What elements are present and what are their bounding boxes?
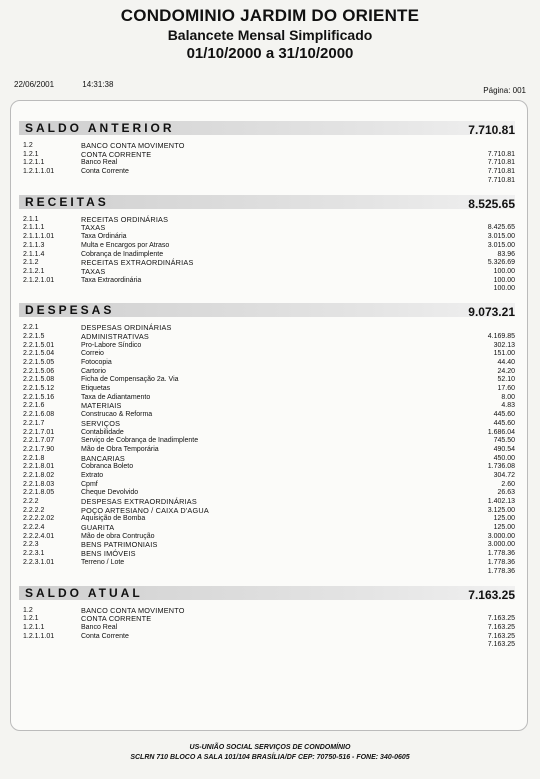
account-value: 4.169.85: [487, 332, 515, 340]
account-value: 7.163.25: [487, 632, 515, 640]
account-row: [19, 606, 515, 615]
account-value: 100.00: [493, 276, 515, 284]
account-code: 1.2.1.1: [23, 623, 45, 631]
account-code: 2.2.1.8.02: [23, 471, 55, 479]
section-end-total-row: [19, 284, 515, 293]
account-description: Taxa Extraordinária: [81, 276, 142, 284]
account-description: Multa e Encargos por Atraso: [81, 241, 170, 249]
section-total: 9.073.21: [468, 305, 515, 320]
account-description: DESPESAS ORDINÁRIAS: [81, 323, 172, 333]
account-description: Cpmf: [81, 480, 98, 488]
account-description: Banco Real: [81, 159, 118, 167]
account-code: 2.2.1.7.01: [23, 428, 55, 436]
account-description: GUARITA: [81, 523, 115, 533]
account-description: Mão de obra Contrução: [81, 532, 155, 540]
account-code: 2.2.1.5.04: [23, 350, 55, 358]
account-description: RECEITAS EXTRAORDINÁRIAS: [81, 258, 194, 268]
account-row: [19, 250, 515, 259]
account-value: 3.015.00: [487, 233, 515, 241]
account-code: 2.2.1.5.08: [23, 376, 55, 384]
account-value: 7.710.81: [487, 168, 515, 176]
account-row: [19, 215, 515, 224]
section-title: DESPESAS: [25, 303, 115, 318]
section-receitas: [19, 195, 515, 294]
account-description: Extrato: [81, 471, 104, 479]
account-description: Aquisição de Bomba: [81, 515, 146, 523]
account-code: 1.2.1: [23, 615, 39, 623]
account-code: 2.1.1.1.01: [23, 233, 55, 241]
account-code: 2.1.1.1: [23, 224, 45, 232]
footer-address: SCLRN 710 BLOCO A SALA 101/104 BRASÍLIA/DF CEP: 70750-516 - FONE: 340-0605: [130, 754, 410, 761]
account-code: 2.1.1.3: [23, 241, 45, 249]
account-code: 1.2.1.1.01: [23, 632, 55, 640]
section-title: SALDO ATUAL: [25, 585, 143, 600]
account-code: 1.2: [23, 142, 33, 149]
account-code: 2.2.1: [23, 324, 39, 332]
account-value: 26.63: [497, 489, 515, 497]
account-description: POÇO ARTESIANO / CAIXA D'AGUA: [81, 505, 209, 515]
account-code: 1.2.1.1.01: [23, 168, 55, 176]
account-description: Ficha de Compensação 2a. Via: [81, 376, 179, 384]
account-description: Serviço de Cobrança de Inadimplente: [81, 437, 199, 445]
account-value: 7.710.81: [487, 150, 515, 158]
account-row: [19, 523, 515, 532]
section-end-total: 7.163.25: [487, 641, 515, 649]
account-value: 3.000.00: [487, 541, 515, 549]
account-description: Mão de Obra Temporária: [81, 445, 159, 453]
account-row: [19, 358, 515, 367]
account-row: [19, 497, 515, 506]
account-row: [19, 558, 515, 567]
section-end-total: 1.778.36: [487, 567, 515, 575]
report-subtitle: Balancete Mensal Simplificado: [167, 27, 373, 43]
account-value: 302.13: [493, 341, 515, 349]
footer-company: US-UNIÃO SOCIAL SERVIÇOS DE CONDOMÍNIO: [189, 744, 351, 751]
account-code: 2.2.2.2.02: [23, 515, 55, 523]
account-code: 2.2.3.1: [23, 550, 45, 558]
account-value: 3.015.00: [487, 241, 515, 249]
account-description: Cobranca Boleto: [81, 463, 134, 471]
print-date: 22/06/2001: [14, 80, 55, 89]
account-value: 44.40: [497, 359, 515, 366]
account-value: 450.00: [493, 454, 515, 462]
account-row: [19, 375, 515, 384]
account-code: 2.2.3: [23, 541, 39, 549]
account-description: TAXAS: [81, 223, 106, 233]
section-total: 7.163.25: [468, 587, 515, 602]
account-value: 1.778.36: [487, 550, 515, 558]
account-description: BANCO CONTA MOVIMENTO: [81, 141, 185, 150]
account-value: 100.00: [493, 267, 515, 275]
account-value: 1.736.08: [487, 463, 515, 471]
account-row: [19, 549, 515, 558]
section-header-bar: [19, 586, 515, 600]
account-value: 24.20: [497, 367, 515, 375]
section-end-total: 7.710.81: [487, 176, 515, 184]
account-code: 2.1.2.1: [23, 267, 45, 275]
account-description: MATERIAIS: [81, 401, 122, 411]
account-code: 2.2.1.5: [23, 332, 45, 340]
account-row: [19, 471, 515, 480]
print-time: 14:31:38: [82, 80, 114, 89]
account-value: 1.402.13: [487, 498, 515, 505]
account-description: BANCO CONTA MOVIMENTO: [81, 605, 185, 615]
account-row: [19, 506, 515, 515]
section-total: 7.710.81: [468, 123, 515, 137]
section-despesas: [19, 303, 515, 575]
account-description: Construcao & Reforma: [81, 411, 153, 419]
account-row: [19, 158, 515, 167]
account-row: [19, 436, 515, 445]
account-description: Conta Corrente: [81, 168, 129, 176]
account-row: [19, 393, 515, 402]
account-code: 1.2: [23, 606, 33, 614]
balance-content: [19, 121, 515, 659]
section-end-total-row: [19, 640, 515, 649]
account-description: CONTA CORRENTE: [81, 149, 152, 159]
account-code: 2.1.1.4: [23, 250, 45, 258]
account-description: Banco Real: [81, 623, 118, 631]
account-row: [19, 480, 515, 489]
account-value: 745.50: [493, 437, 515, 445]
account-value: 4.83: [501, 402, 515, 410]
account-code: 2.2.1.8: [23, 454, 45, 462]
section-title: RECEITAS: [25, 194, 109, 209]
account-code: 2.2.1.5.16: [23, 393, 55, 401]
account-row: [19, 232, 515, 241]
account-value: 7.163.25: [487, 623, 515, 631]
account-value: 125.00: [493, 524, 515, 532]
account-code: 1.2.1.1: [23, 159, 45, 167]
account-row: [19, 349, 515, 358]
report-footer: [0, 743, 540, 763]
account-description: Taxa Ordinária: [81, 233, 127, 241]
account-description: DESPESAS EXTRAORDINÁRIAS: [81, 497, 197, 506]
account-description: SERVIÇOS: [81, 418, 121, 428]
account-value: 2.60: [501, 480, 515, 488]
account-description: Cobrança de Inadimplente: [81, 250, 164, 258]
section-end-total: 100.00: [493, 285, 515, 293]
account-value: 445.60: [493, 419, 515, 427]
account-row: [19, 514, 515, 523]
account-row: [19, 462, 515, 471]
account-row: [19, 241, 515, 250]
section-header-bar: [19, 303, 515, 320]
report-period: 01/10/2000 a 31/10/2000: [186, 45, 354, 62]
account-description: Correio: [81, 350, 104, 358]
account-value: 3.000.00: [487, 532, 515, 540]
account-description: Pro-Labore Síndico: [81, 341, 142, 349]
account-row: [19, 632, 515, 641]
account-row: [19, 419, 515, 428]
account-code: 2.2.2.2: [23, 506, 45, 514]
page-number: Página: 001: [483, 86, 526, 95]
account-code: 2.2.1.8.01: [23, 463, 55, 471]
account-code: 2.2.1.7.90: [23, 445, 55, 453]
account-row: [19, 223, 515, 232]
account-row: [19, 488, 515, 497]
account-row: [19, 532, 515, 541]
account-code: 2.1.1: [23, 215, 39, 223]
account-value: 3.125.00: [487, 506, 515, 514]
section-total: 8.525.65: [468, 196, 515, 211]
account-description: Conta Corrente: [81, 632, 129, 640]
account-value: 125.00: [493, 515, 515, 523]
account-code: 2.2.1.6: [23, 402, 45, 410]
account-row: [19, 384, 515, 393]
account-code: 1.2.1: [23, 150, 39, 158]
account-row: [19, 614, 515, 623]
account-value: 1.686.04: [487, 428, 515, 436]
account-description: CONTA CORRENTE: [81, 614, 152, 624]
account-code: 2.2.1.5.05: [23, 359, 55, 366]
account-description: ADMINISTRATIVAS: [81, 331, 150, 341]
account-value: 8.00: [501, 393, 515, 401]
page-number-box: [483, 86, 526, 95]
account-code: 2.2.1.8.03: [23, 480, 55, 488]
account-value: 52.10: [497, 376, 515, 384]
account-value: 7.163.25: [487, 615, 515, 623]
account-code: 2.2.1.8.05: [23, 489, 55, 497]
account-row: [19, 540, 515, 549]
account-row: [19, 454, 515, 463]
section-saldo-anterior: [19, 121, 515, 185]
account-row: [19, 141, 515, 150]
account-row: [19, 401, 515, 410]
account-value: 5.326.69: [487, 259, 515, 267]
account-description: BENS PATRIMONIAIS: [81, 540, 158, 550]
account-row: [19, 323, 515, 332]
account-description: Etiquetas: [81, 385, 111, 393]
account-row: [19, 276, 515, 285]
account-description: Cartorio: [81, 367, 106, 375]
account-row: [19, 341, 515, 350]
account-code: 2.2.2.4.01: [23, 532, 55, 540]
account-value: 490.54: [493, 445, 515, 453]
account-code: 2.2.1.5.06: [23, 367, 55, 375]
account-row: [19, 150, 515, 159]
account-row: [19, 258, 515, 267]
account-row: [19, 332, 515, 341]
account-code: 2.1.2: [23, 259, 39, 267]
account-description: Contabilidade: [81, 428, 124, 436]
account-description: TAXAS: [81, 266, 106, 276]
account-value: 83.96: [497, 250, 515, 258]
account-code: 2.2.2: [23, 498, 39, 505]
account-code: 2.2.1.7: [23, 419, 45, 427]
section-header-bar: [19, 121, 515, 135]
account-value: 17.60: [497, 385, 515, 393]
account-code: 2.2.1.7.07: [23, 437, 55, 445]
account-row: [19, 623, 515, 632]
account-description: BENS IMÓVEIS: [81, 549, 136, 559]
section-saldo-atual: [19, 586, 515, 650]
balance-panel: [10, 100, 528, 731]
account-code: 2.2.3.1.01: [23, 558, 55, 566]
section-end-total-row: [19, 176, 515, 185]
account-value: 1.778.36: [487, 558, 515, 566]
account-code: 2.2.1.6.08: [23, 411, 55, 419]
account-code: 2.1.2.1.01: [23, 276, 55, 284]
account-row: [19, 445, 515, 454]
account-row: [19, 267, 515, 276]
account-code: 2.2.1.5.01: [23, 341, 55, 349]
account-row: [19, 410, 515, 419]
account-description: Taxa de Adiantamento: [81, 393, 151, 401]
account-description: BANCARIAS: [81, 453, 125, 463]
account-row: [19, 428, 515, 437]
account-code: 2.2.1.5.12: [23, 385, 55, 393]
section-end-total-row: [19, 567, 515, 576]
account-value: 445.60: [493, 411, 515, 419]
report-meta: [14, 80, 113, 89]
report-header: [0, 6, 540, 63]
section-title: SALDO ANTERIOR: [25, 121, 175, 135]
account-value: 7.710.81: [487, 159, 515, 167]
account-row: [19, 167, 515, 176]
account-description: Cheque Devolvido: [81, 489, 139, 497]
section-header-bar: [19, 195, 515, 209]
account-value: 151.00: [493, 350, 515, 358]
account-code: 2.2.2.4: [23, 524, 45, 532]
account-row: [19, 367, 515, 376]
account-description: RECEITAS ORDINÁRIAS: [81, 214, 169, 224]
account-description: Fotocopia: [81, 359, 112, 366]
account-value: 8.425.65: [487, 224, 515, 232]
account-value: 304.72: [493, 471, 515, 479]
report-title: CONDOMINIO JARDIM DO ORIENTE: [120, 6, 420, 25]
account-description: Terreno / Lote: [81, 558, 125, 566]
